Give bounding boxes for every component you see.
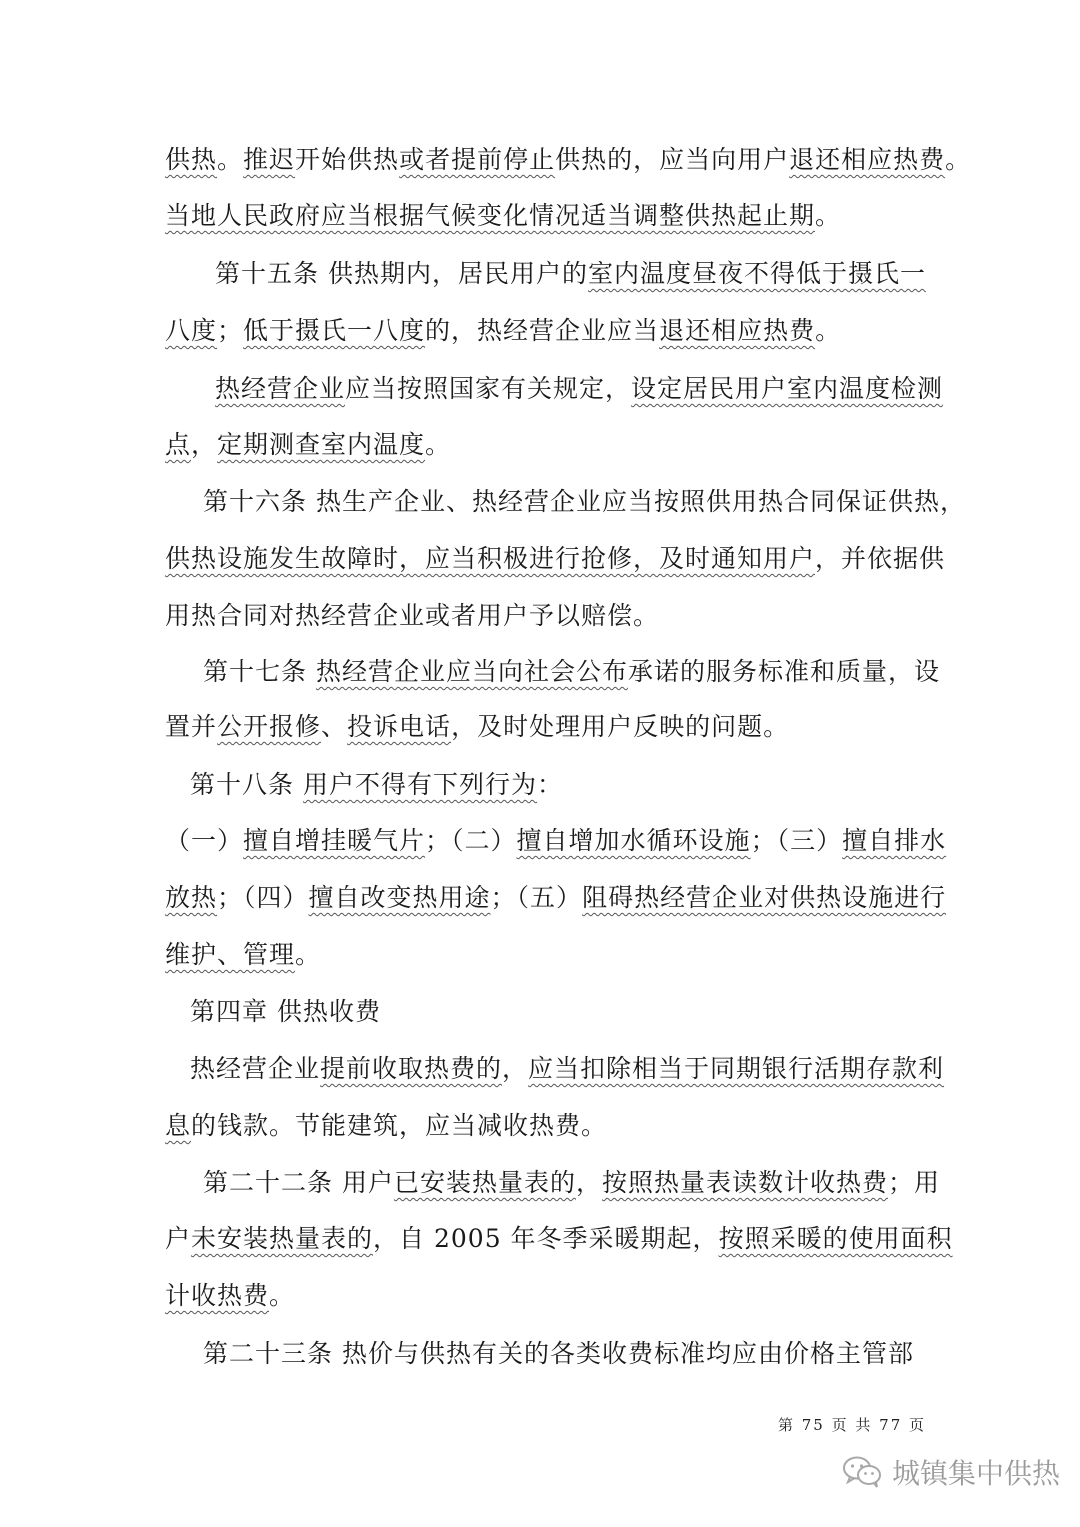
text-run: 。 bbox=[425, 430, 452, 459]
underlined-text: 低于摄氏一八度 bbox=[243, 316, 426, 345]
underlined-text: 维护、管理 bbox=[165, 940, 296, 969]
underlined-text: 用户不得有下列行为 bbox=[302, 770, 537, 799]
text-run: ；用 bbox=[888, 1168, 941, 1197]
underlined-text: 退还相应热费 bbox=[659, 316, 816, 345]
text-run: 第十七条 bbox=[203, 657, 316, 686]
underlined-text: 热经营企业 bbox=[215, 374, 346, 403]
underlined-text: 公开报修 bbox=[217, 712, 322, 741]
underlined-text: 已安装热量表的 bbox=[393, 1168, 576, 1197]
text-line bbox=[165, 596, 659, 636]
text-run: 热经营企业 bbox=[190, 1054, 321, 1083]
text-line bbox=[190, 1049, 944, 1089]
underlined-text: 当地人民政府应当根据气候变化情况适当调整供热起止期 bbox=[165, 201, 816, 230]
text-line bbox=[190, 765, 563, 805]
text-line bbox=[165, 196, 841, 236]
underlined-text: 供热 bbox=[165, 145, 218, 174]
text-run: 第二十三条 热价与供热有关的各类收费标准均应由价格主管部 bbox=[203, 1339, 914, 1368]
text-line bbox=[215, 254, 926, 294]
text-run: 第十六条 热生产企业、热经营企业应当按照供用热合同保证供热， bbox=[203, 487, 966, 516]
text-run: 供热的，应当向用户 bbox=[555, 145, 790, 174]
underlined-text: 八度 bbox=[165, 316, 218, 345]
underlined-text: 计收热费 bbox=[165, 1281, 270, 1310]
text-line bbox=[203, 1163, 940, 1203]
underlined-text: 投诉电话 bbox=[347, 712, 452, 741]
watermark-text: 城镇集中供热 bbox=[892, 1457, 1061, 1490]
underlined-text: 擅自排水 bbox=[842, 826, 947, 855]
text-run: ， bbox=[191, 430, 218, 459]
underlined-text: 供热设施发生故障时，应当积极进行抢修，及时通知用户 bbox=[165, 544, 816, 573]
underlined-text: 或者提前停止 bbox=[399, 145, 556, 174]
text-run: ， bbox=[502, 1054, 529, 1083]
text-line bbox=[165, 1276, 295, 1316]
underlined-text: 按照采暖的使用面积 bbox=[718, 1224, 953, 1253]
text-line bbox=[165, 140, 971, 180]
underlined-text: 擅自改变热用途 bbox=[308, 883, 491, 912]
text-line bbox=[165, 878, 946, 918]
text-run: 第二十二条 用户 bbox=[203, 1168, 394, 1197]
text-run: 应当按照国家有关规定， bbox=[345, 374, 632, 403]
text-line bbox=[203, 482, 966, 522]
text-line bbox=[165, 539, 945, 579]
text-run: ；（四） bbox=[217, 883, 309, 912]
text-run: 承诺的服务标准和质量，设 bbox=[627, 657, 940, 686]
text-run: 户 bbox=[165, 1224, 192, 1253]
underlined-text: 提前收取热费的 bbox=[320, 1054, 503, 1083]
text-run: ；（三） bbox=[750, 826, 843, 855]
text-run: 置并 bbox=[165, 712, 218, 741]
text-run: 。 bbox=[815, 316, 842, 345]
underlined-text: 室内温度昼夜不得低于摄氏一 bbox=[587, 259, 926, 288]
text-line bbox=[165, 1106, 607, 1146]
wechat-icon bbox=[842, 1455, 882, 1489]
underlined-text: 按照热量表读数计收热费 bbox=[601, 1168, 888, 1197]
watermark bbox=[842, 1452, 1060, 1492]
underlined-text: 设定居民用户室内温度检测 bbox=[631, 374, 944, 403]
text-line bbox=[165, 425, 451, 465]
text-run: ， bbox=[575, 1168, 602, 1197]
text-line bbox=[165, 311, 841, 351]
text-run: 第十五条 供热期内，居民用户的 bbox=[215, 259, 588, 288]
text-run: ；（五） bbox=[490, 883, 583, 912]
text-run: 。 bbox=[269, 1281, 296, 1310]
text-run: ，及时处理用户反映的问题。 bbox=[451, 712, 790, 741]
text-run: ，并依据供 bbox=[815, 544, 946, 573]
text-run: 、 bbox=[321, 712, 348, 741]
text-line bbox=[165, 1219, 953, 1259]
text-run: 。 bbox=[217, 145, 244, 174]
underlined-text: 定期测查室内温度 bbox=[217, 430, 426, 459]
text-run: ： bbox=[536, 770, 563, 799]
text-run: ； bbox=[217, 316, 244, 345]
text-run: （一） bbox=[165, 826, 244, 855]
text-run: 。 bbox=[945, 145, 972, 174]
text-run: 的，热经营企业应当 bbox=[425, 316, 660, 345]
text-run: ，自 2005 年冬季采暖期起， bbox=[373, 1224, 719, 1253]
text-run: 开始供热 bbox=[295, 145, 400, 174]
underlined-text: 点 bbox=[165, 430, 192, 459]
underlined-text: 阻碍热经营企业对供热设施进行 bbox=[582, 883, 947, 912]
text-line bbox=[203, 1334, 914, 1374]
underlined-text: 应当扣除相当于同期银行活期存款利 bbox=[528, 1054, 945, 1083]
underlined-text: 擅自增加水循环设施 bbox=[516, 826, 751, 855]
page-number: 第 75 页 共 77 页 bbox=[778, 1416, 927, 1434]
text-run: ；（二） bbox=[425, 826, 517, 855]
text-run: 第十八条 bbox=[190, 770, 303, 799]
underlined-text: 未安装热量表的 bbox=[191, 1224, 374, 1253]
underlined-text: 擅自增挂暖气片 bbox=[243, 826, 426, 855]
text-line bbox=[215, 369, 943, 409]
chapter-heading bbox=[190, 992, 381, 1032]
text-run: 。 bbox=[815, 201, 842, 230]
text-line bbox=[165, 935, 321, 975]
text-line bbox=[165, 707, 789, 747]
text-run: 。 bbox=[295, 940, 322, 969]
text-run: 用热合同对热经营企业或者用户予以赔偿。 bbox=[165, 601, 660, 630]
text-run: 的钱款。节能建筑，应当减收热费。 bbox=[191, 1111, 608, 1140]
text-line bbox=[203, 652, 940, 692]
underlined-text: 热经营企业应当向社会公布 bbox=[315, 657, 628, 686]
underlined-text: 息 bbox=[165, 1111, 192, 1140]
text-run: 第四章 供热收费 bbox=[190, 997, 381, 1026]
text-line bbox=[165, 821, 946, 861]
underlined-text: 推迟 bbox=[243, 145, 296, 174]
underlined-text: 退还相应热费 bbox=[789, 145, 946, 174]
underlined-text: 放热 bbox=[165, 883, 218, 912]
